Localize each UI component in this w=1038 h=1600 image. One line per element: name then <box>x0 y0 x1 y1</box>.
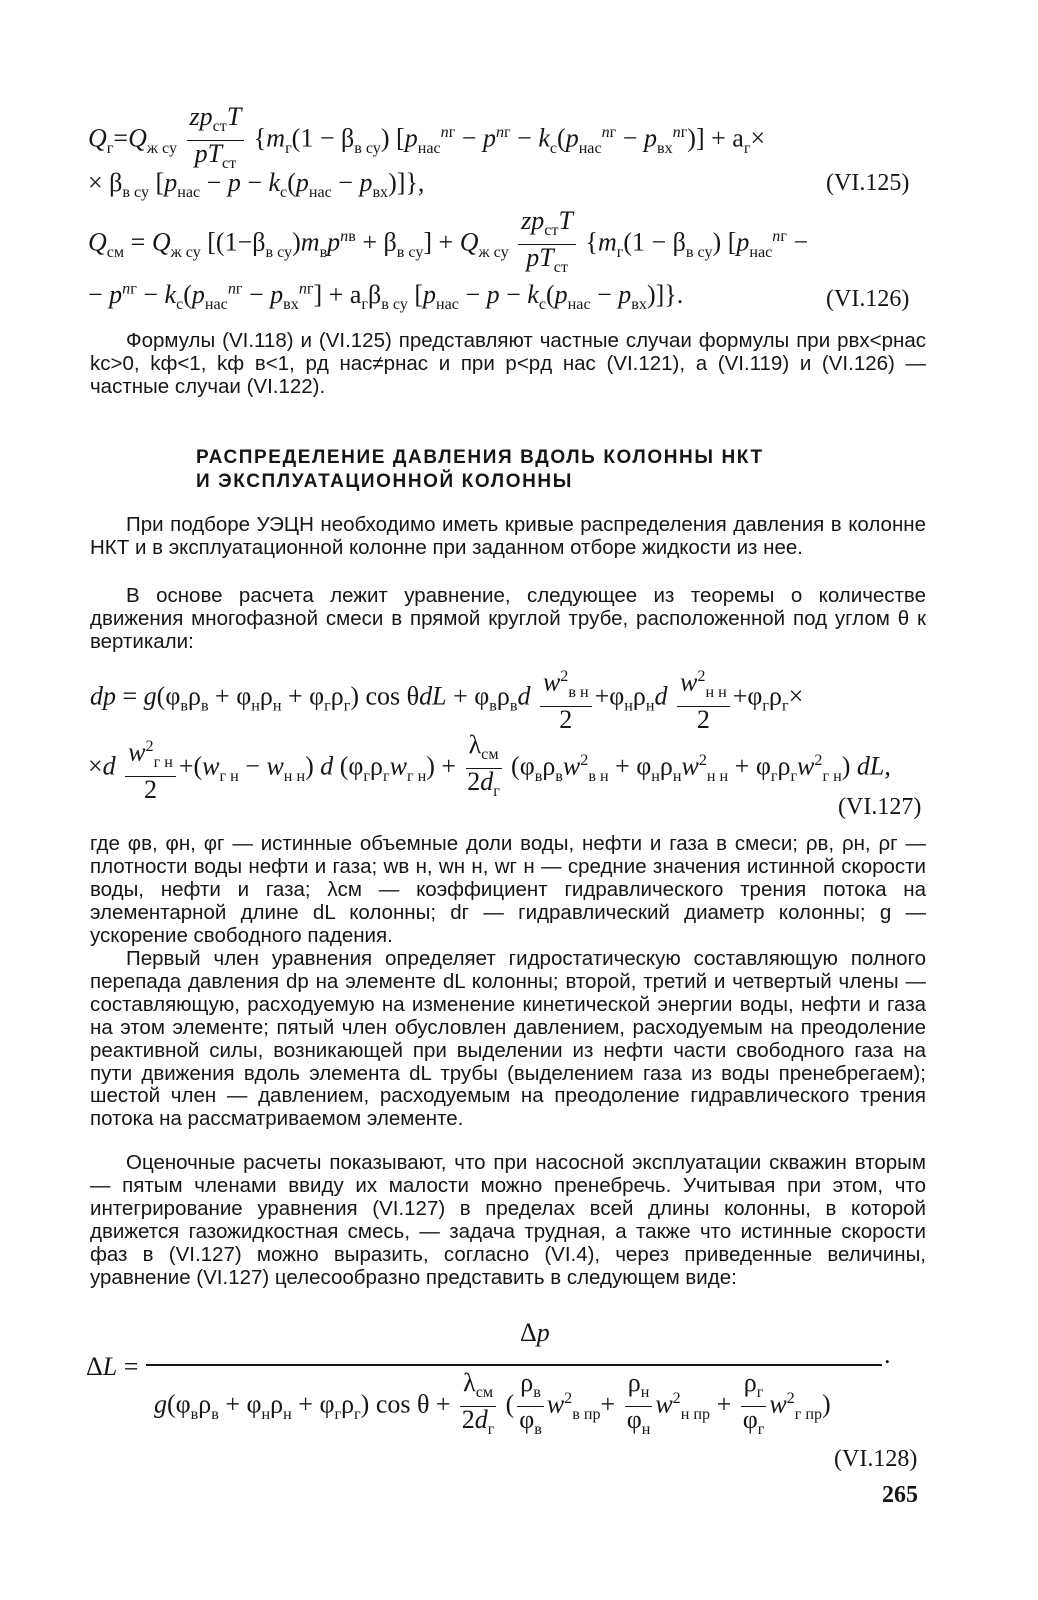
page-number: 265 <box>882 1482 918 1508</box>
formula-vi-126-line-1: $Q_{см} = Q_{ж су}$ $[(1-\beta_{в су})m_вp^{nв} + \beta_{в су}] + Q_{ж су}$ $\frac{zp_{ст}T}{pT_{ст}}$ {$m_г(1 - \beta_{в су}) [p_{нас}^{nг}$ − <box>88 206 809 277</box>
paragraph-text: где φв, φн, φг — истинные объемные доли воды, нефти и газа в смеси; ρв, ρн, ρг — плотности воды нефти и газа; wв н, wн н, wг н — средние значения истинной скорости воды, нефти и газа; λсм — коэффициент гидравлического трения потока на элементарной длине dL колонны; dг — гидравлический диаметр колонны; g — ускорение свободного падения. <box>90 832 926 947</box>
paragraph-text: Первый член уравнения определяет гидростатическую составляющую полного перепада давления dp на элементе dL колонны; второй, третий и четвертый члены — составляющую, расходуемую на изменение кинетической энергии воды, нефти и газа на этом элементе; пятый член обусловлен давлением, расходуемым на преодоление реактивной силы, возникающей при выделении из нефти части свободного газа на пути движения вдоль элемента dL трубы (выделением газа из воды пренебрегаем); шестой член — давлением, расходуемым на преодоление гидравлического трения потока на рассматриваемом элементе. <box>90 947 926 1131</box>
section-heading <box>196 446 896 494</box>
formula-vi-128-denominator: $g(\varphi_в\rho_в + \varphi_н\rho_н + \varphi_г\rho_г)$ cos θ + $\frac{\lambda_{см}}{2d_г}$ ( $\frac{\rho_в}{\varphi_в}$ $w^2_{в пр}+$ $\frac{\rho_н}{\varphi_н}$ $w^2_{н пр}$ + $\frac{\rho_г}{\varphi_г}$ $w^2_{г пр}$) <box>154 1368 831 1439</box>
paragraph-basis <box>90 585 926 654</box>
formula-vi-128-numerator: Δp <box>520 1318 550 1347</box>
equation-number-vi-127: (VI.127) <box>838 794 922 820</box>
paragraph-text: В основе расчета лежит уравнение, следующее из теоремы о количестве движения многофазной смеси в прямой круглой трубе, расположенной под углом θ к вертикали: <box>90 584 926 653</box>
paragraph-special-cases <box>90 330 926 399</box>
paragraph-definitions <box>90 833 926 948</box>
equation-number-vi-125: (VI.125) <box>826 170 910 196</box>
formula-vi-128-lhs: ΔL = <box>86 1352 139 1381</box>
paragraph-terms-explanation <box>90 948 926 1131</box>
paragraph-intro <box>90 514 926 560</box>
paragraph-estimation <box>90 1152 926 1289</box>
paragraph-text: Оценочные расчеты показывают, что при насосной эксплуатации скважин вторым — пятым членами ввиду их малости можно пренебречь. Учитывая при этом, что интегрирование уравнения (VI.127) в пределах всей длины колонны, в которой движется газожидкостная смесь, — задача трудная, а также что истинные скорости фаз в (VI.127) можно выразить, согласно (VI.4), через приведенные величины, уравнение (VI.127) целесообразно представить в следующем виде: <box>90 1151 926 1289</box>
formula-vi-128-fraction-bar <box>146 1364 882 1366</box>
paragraph-text: При подборе УЭЦН необходимо иметь кривые распределения давления в колонне НКТ и в эксплуатационной колонне при заданном отборе жидкости из нее. <box>90 513 926 559</box>
equation-number-vi-126: (VI.126) <box>826 286 910 312</box>
formula-vi-127-line-2: ×d $\frac{w^2_{г н}}{2}$ $+(w_{г н} - w_{н н})$ d $(\varphi_г\rho_гw_{г н})$ + $\frac{\lambda_{см}}{2d_г}$ $(\varphi_в\rho_вw^2_{в н} + \varphi_н\rho_нw^2_{н н} + \varphi_г\rho_гw^2_{г н})$ dL, <box>88 730 891 805</box>
heading-line-2: И ЭКСПЛУАТАЦИОННОЙ КОЛОННЫ <box>196 471 573 492</box>
formula-vi-125-line-1: $Q_г=Q_{ж су}$ $\frac{zp_{ст}T}{pT_{ст}}$ {$m_г(1 - \beta_{в су}) [p_{нас}^{nг} - p^{nг} - k_с(p_{нас}^{nг} - p_{вх}^{nг})] + a_г\times$ <box>88 102 766 173</box>
formula-vi-127-line-1: dp = $g(\varphi_в\rho_в + \varphi_н\rho_н + \varphi_г\rho_г)$ $\cos \theta dL + \varphi_в\rho_вd$ $\frac{w^2_{в н}}{2}$ $+\varphi_н\rho_нd$ $\frac{w^2_{н н}}{2}$ $+\varphi_г\rho_г\times$ <box>90 664 803 733</box>
formula-vi-125-line-2: × $\beta_{в су}$ $[p_{нас} - p - k_с(p_{нас} - p_{вх})]$}, <box>88 168 425 202</box>
equation-number-vi-128: (VI.128) <box>834 1446 918 1472</box>
formula-vi-128-period: . <box>884 1340 891 1369</box>
formula-vi-126-line-2: − $p^{nг} - k_с(p_{нас}^{nг} - p_{вх}^{nг}] + a_г\beta_{в су}$ $[p_{нас} - p - k_с(p_{нас} - p_{вх})]$}. <box>88 280 684 314</box>
heading-line-1: РАСПРЕДЕЛЕНИЕ ДАВЛЕНИЯ ВДОЛЬ КОЛОННЫ НКТ <box>196 447 764 468</box>
paragraph-text: Формулы (VI.118) и (VI.125) представляют частные случаи формулы при pвх<pнас kс>0, kф<1, kф в<1, pд нас≠pнас и при p<pд нас (VI.121), а (VI.119) и (VI.126) — частные случаи (VI.122). <box>90 329 926 398</box>
